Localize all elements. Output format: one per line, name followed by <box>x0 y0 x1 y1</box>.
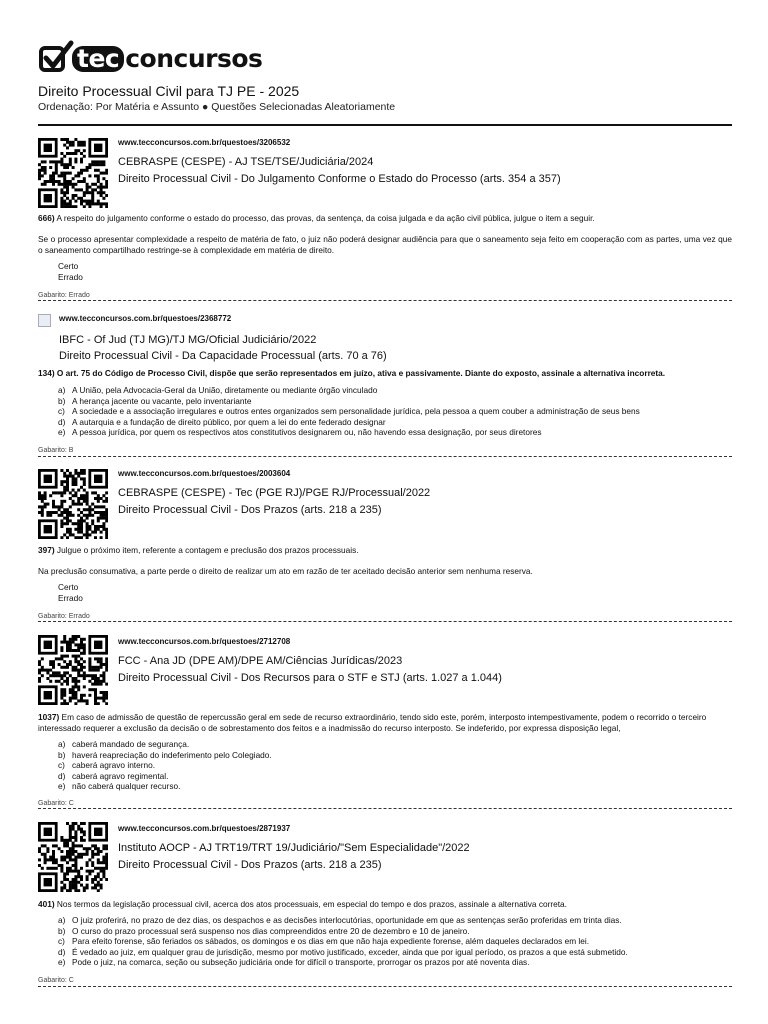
document-subtitle: Ordenação: Por Matéria e Assunto ● Questões Selecionadas Aleatoriamente <box>38 101 396 113</box>
option-letter: b) <box>58 925 66 936</box>
option-a[interactable] <box>58 915 628 926</box>
question-number: 1037) <box>38 712 60 722</box>
question-subject: Direito Processual Civil - Dos Recursos para o STF e STJ (arts. 1.027 a 1.044) <box>118 672 502 684</box>
option-letter: d) <box>58 770 66 781</box>
option-text: O juiz proferirá, no prazo de dez dias, os despachos e as decisões interlocutórias, oportunidade em que as sentenças serão proferidas em trinta dias. <box>72 915 622 925</box>
option-b[interactable] <box>58 926 628 937</box>
question-text: A respeito do julgamento conforme o estado do processo, das provas, da sentença, da coisa julgada e da ação civil pública, julgue o item a seguir. <box>54 213 595 223</box>
broken-image-icon <box>38 314 51 327</box>
answer-options <box>58 385 640 438</box>
question-divider <box>38 456 732 457</box>
answer-options <box>58 915 628 968</box>
option-e[interactable] <box>58 957 628 968</box>
option-text: Pode o juiz, na comarca, seção ou subseção judiciária onde for difícil o transporte, prorrogar os prazos por até noventa dias. <box>72 957 530 967</box>
answer-options <box>58 739 272 792</box>
logo-wordmark <box>72 44 262 73</box>
answer-key: Gabarito: Errado <box>38 292 90 299</box>
question-source: FCC - Ana JD (DPE AM)/DPE AM/Ciências Jurídicas/2023 <box>118 655 403 667</box>
option-errado[interactable]: Errado <box>58 271 83 282</box>
question-text: Em caso de admissão de questão de repercussão geral em sede de recurso extraordinário, tendo sido este, porém, interposto intempestivamente, podem o recorrido o terceiro interessado requerer a exclusão da decisão o de sobrestamento dos feitos e a inadmissão do recurso interposto. Se indeferido, por expressa disposição legal, <box>38 712 707 733</box>
logo-tec: tec <box>72 46 124 72</box>
option-certo[interactable]: Certo <box>58 582 79 592</box>
option-letter: c) <box>58 760 65 770</box>
question-url[interactable]: www.tecconcursos.com.br/questoes/3206532 <box>118 138 291 147</box>
question-source: CEBRASPE (CESPE) - AJ TSE/TSE/Judiciária/2024 <box>118 156 374 168</box>
option-letter: e) <box>58 957 66 967</box>
checkmark-icon <box>38 40 74 76</box>
logo-concursos: concursos <box>125 43 263 73</box>
question-url[interactable]: www.tecconcursos.com.br/questoes/2871937 <box>118 824 291 833</box>
question-url[interactable]: www.tecconcursos.com.br/questoes/2003604 <box>118 469 291 478</box>
option-text: haverá reapreciação do indeferimento pelo Colegiado. <box>72 749 272 760</box>
answer-options <box>58 261 83 282</box>
option-errado[interactable]: Errado <box>58 592 83 603</box>
question-number: 666) <box>38 213 55 223</box>
option-text: caberá mandado de segurança. <box>72 739 190 749</box>
question-url[interactable]: www.tecconcursos.com.br/questoes/2712708 <box>118 637 291 646</box>
option-text: caberá agravo regimental. <box>72 770 169 781</box>
document-title: Direito Processual Civil para TJ PE - 2025 <box>38 83 300 99</box>
option-letter: a) <box>58 915 66 925</box>
option-certo[interactable]: Certo <box>58 261 79 271</box>
header-divider <box>38 124 732 126</box>
option-text: não caberá qualquer recurso. <box>72 781 181 791</box>
option-letter: a) <box>58 385 66 395</box>
option-a[interactable] <box>58 385 640 396</box>
question-body: Na preclusão consumativa, a parte perde o direito de realizar um ato em razão de ter aceitado decisão anterior sem nenhuma reserva. <box>38 566 533 576</box>
qr-code-icon <box>38 469 108 539</box>
option-text: É vedado ao juiz, em qualquer grau de jurisdição, mesmo por motivo justificado, exceder, ainda que por igual período, os prazos a que está submetido. <box>72 946 628 957</box>
tecconcursos-logo <box>38 40 262 76</box>
option-text: A União, pela Advocacia-Geral da União, diretamente ou mediante órgão vinculado <box>72 385 378 395</box>
answer-key: Gabarito: Errado <box>38 613 90 620</box>
question-statement <box>38 899 732 910</box>
option-letter: c) <box>58 936 65 946</box>
option-d[interactable] <box>58 771 272 782</box>
question-subject: Direito Processual Civil - Dos Prazos (arts. 218 a 235) <box>118 859 382 871</box>
option-text: caberá agravo interno. <box>72 760 156 770</box>
question-statement <box>38 712 732 733</box>
question-divider <box>38 621 732 622</box>
question-subject: Direito Processual Civil - Dos Prazos (arts. 218 a 235) <box>118 504 382 516</box>
option-text: A herança jacente ou vacante, pelo inventariante <box>72 395 252 406</box>
question-statement <box>38 368 732 379</box>
answer-options <box>58 582 83 603</box>
option-b[interactable] <box>58 750 272 761</box>
option-c[interactable] <box>58 936 628 947</box>
answer-key: Gabarito: B <box>38 447 74 454</box>
option-letter: e) <box>58 427 66 437</box>
question-divider <box>38 986 732 987</box>
qr-code-icon <box>38 138 108 208</box>
option-letter: e) <box>58 781 66 791</box>
option-text: Para efeito forense, são feriados os sábados, os domingos e os dias em que não haja expediente forense, além daqueles declarados em lei. <box>72 936 590 946</box>
question-text: Julgue o próximo item, referente a contagem e preclusão dos prazos processuais. <box>54 545 359 555</box>
option-text: A autarquia e a fundação de direito público, por quem a lei do ente federado designar <box>72 416 386 427</box>
option-b[interactable] <box>58 396 640 407</box>
option-d[interactable] <box>58 947 628 958</box>
option-c[interactable] <box>58 406 640 417</box>
question-subject: Direito Processual Civil - Do Julgamento Conforme o Estado do Processo (arts. 354 a 357) <box>118 173 561 185</box>
question-statement <box>38 545 732 556</box>
question-number: 397) <box>38 545 55 555</box>
option-letter: b) <box>58 395 66 406</box>
question-source: Instituto AOCP - AJ TRT19/TRT 19/Judiciário/"Sem Especialidade"/2022 <box>118 842 470 854</box>
option-e[interactable] <box>58 427 640 438</box>
question-source: CEBRASPE (CESPE) - Tec (PGE RJ)/PGE RJ/Processual/2022 <box>118 487 431 499</box>
option-letter: b) <box>58 749 66 760</box>
option-letter: a) <box>58 739 66 749</box>
question-divider <box>38 300 732 301</box>
question-text: O art. 75 do Código de Processo Civil, dispõe que serão representados em juízo, ativa e passivamente. Diante do exposto, assinale a alternativa incorreta. <box>54 368 666 378</box>
question-text: Nos termos da legislação processual civil, acerca dos atos processuais, em especial do tempo e dos prazos, assinale a alternativa correta. <box>54 899 567 909</box>
option-letter: d) <box>58 946 66 957</box>
answer-key: Gabarito: C <box>38 800 74 807</box>
option-text: O curso do prazo processual será suspenso nos dias compreendidos entre 20 de dezembro e 10 de janeiro. <box>72 925 470 936</box>
question-number: 134) <box>38 368 55 378</box>
question-statement <box>38 213 732 224</box>
question-url[interactable]: www.tecconcursos.com.br/questoes/2368772 <box>59 314 232 323</box>
option-a[interactable] <box>58 739 272 750</box>
question-body: Se o processo apresentar complexidade a respeito de matéria de fato, o juiz não poderá designar audiência para que o saneamento seja feito em cooperação com as partes, uma vez que o saneamento compartilhado restringe-se à complexidade em matéria de direito. <box>38 234 732 255</box>
option-e[interactable] <box>58 781 272 792</box>
question-divider <box>38 808 732 809</box>
question-number: 401) <box>38 899 55 909</box>
question-source: IBFC - Of Jud (TJ MG)/TJ MG/Oficial Judiciário/2022 <box>59 334 317 346</box>
qr-code-icon <box>38 822 108 892</box>
option-c[interactable] <box>58 760 272 771</box>
option-d[interactable] <box>58 417 640 428</box>
option-letter: c) <box>58 406 65 416</box>
question-subject: Direito Processual Civil - Da Capacidade Processual (arts. 70 a 76) <box>59 350 387 362</box>
answer-key: Gabarito: C <box>38 977 74 984</box>
qr-code-icon <box>38 635 108 705</box>
option-text: A pessoa jurídica, por quem os respectivos atos constitutivos designarem ou, não havendo essa designação, por seus diretores <box>72 427 542 437</box>
option-letter: d) <box>58 416 66 427</box>
option-text: A sociedade e a associação irregulares e outros entes organizados sem personalidade jurídica, pela pessoa a quem couber a administração de seus bens <box>72 406 640 416</box>
